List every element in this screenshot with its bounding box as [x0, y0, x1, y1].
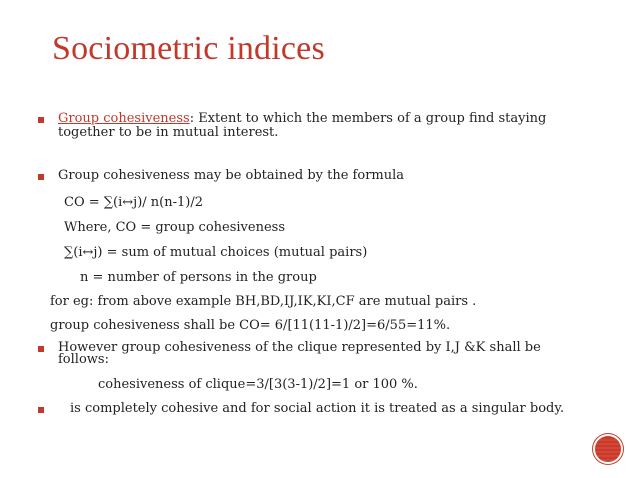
formula-n-line: n = number of persons in the group	[80, 270, 317, 285]
bullet-marker	[38, 174, 44, 180]
highlight-term: Group cohesiveness	[58, 111, 190, 126]
bullet-1-continuation: together to be in mutual interest.	[58, 125, 279, 140]
bullet-3-line-1: However group cohesiveness of the clique represented by I,J &K shall be	[58, 340, 541, 355]
badge-pattern-icon	[595, 436, 621, 462]
bullet-1-text	[58, 111, 546, 126]
slide-title: Sociometric indices	[52, 30, 325, 67]
bullet-1-rest: : Extent to which the members of a group find staying	[189, 111, 547, 126]
bullet-marker	[38, 346, 44, 352]
bullet-2-text: Group cohesiveness may be obtained by the formula	[58, 168, 405, 183]
formula-line: CO = ∑(i↔j)/ n(n-1)/2	[64, 195, 203, 210]
result-line: group cohesiveness shall be CO= 6/[11(11-1)/2]=6/55=11%.	[50, 318, 451, 333]
bullet-marker	[38, 407, 44, 413]
clique-cohesiveness-line: cohesiveness of clique=3/[3(3-1)/2]=1 or 100 %.	[98, 377, 418, 392]
bullet-marker	[38, 117, 44, 123]
formula-sum-line: ∑(i↔j) = sum of mutual choices (mutual pairs)	[64, 245, 368, 260]
example-line: for eg: from above example BH,BD,IJ,IK,KI,CF are mutual pairs .	[50, 294, 477, 309]
decorative-circle-icon	[595, 436, 621, 462]
bullet-3-line-2: follows:	[58, 352, 109, 367]
formula-where-line: Where, CO = group cohesiveness	[64, 220, 285, 235]
bullet-4-text: is completely cohesive and for social action it is treated as a singular body.	[70, 401, 565, 416]
